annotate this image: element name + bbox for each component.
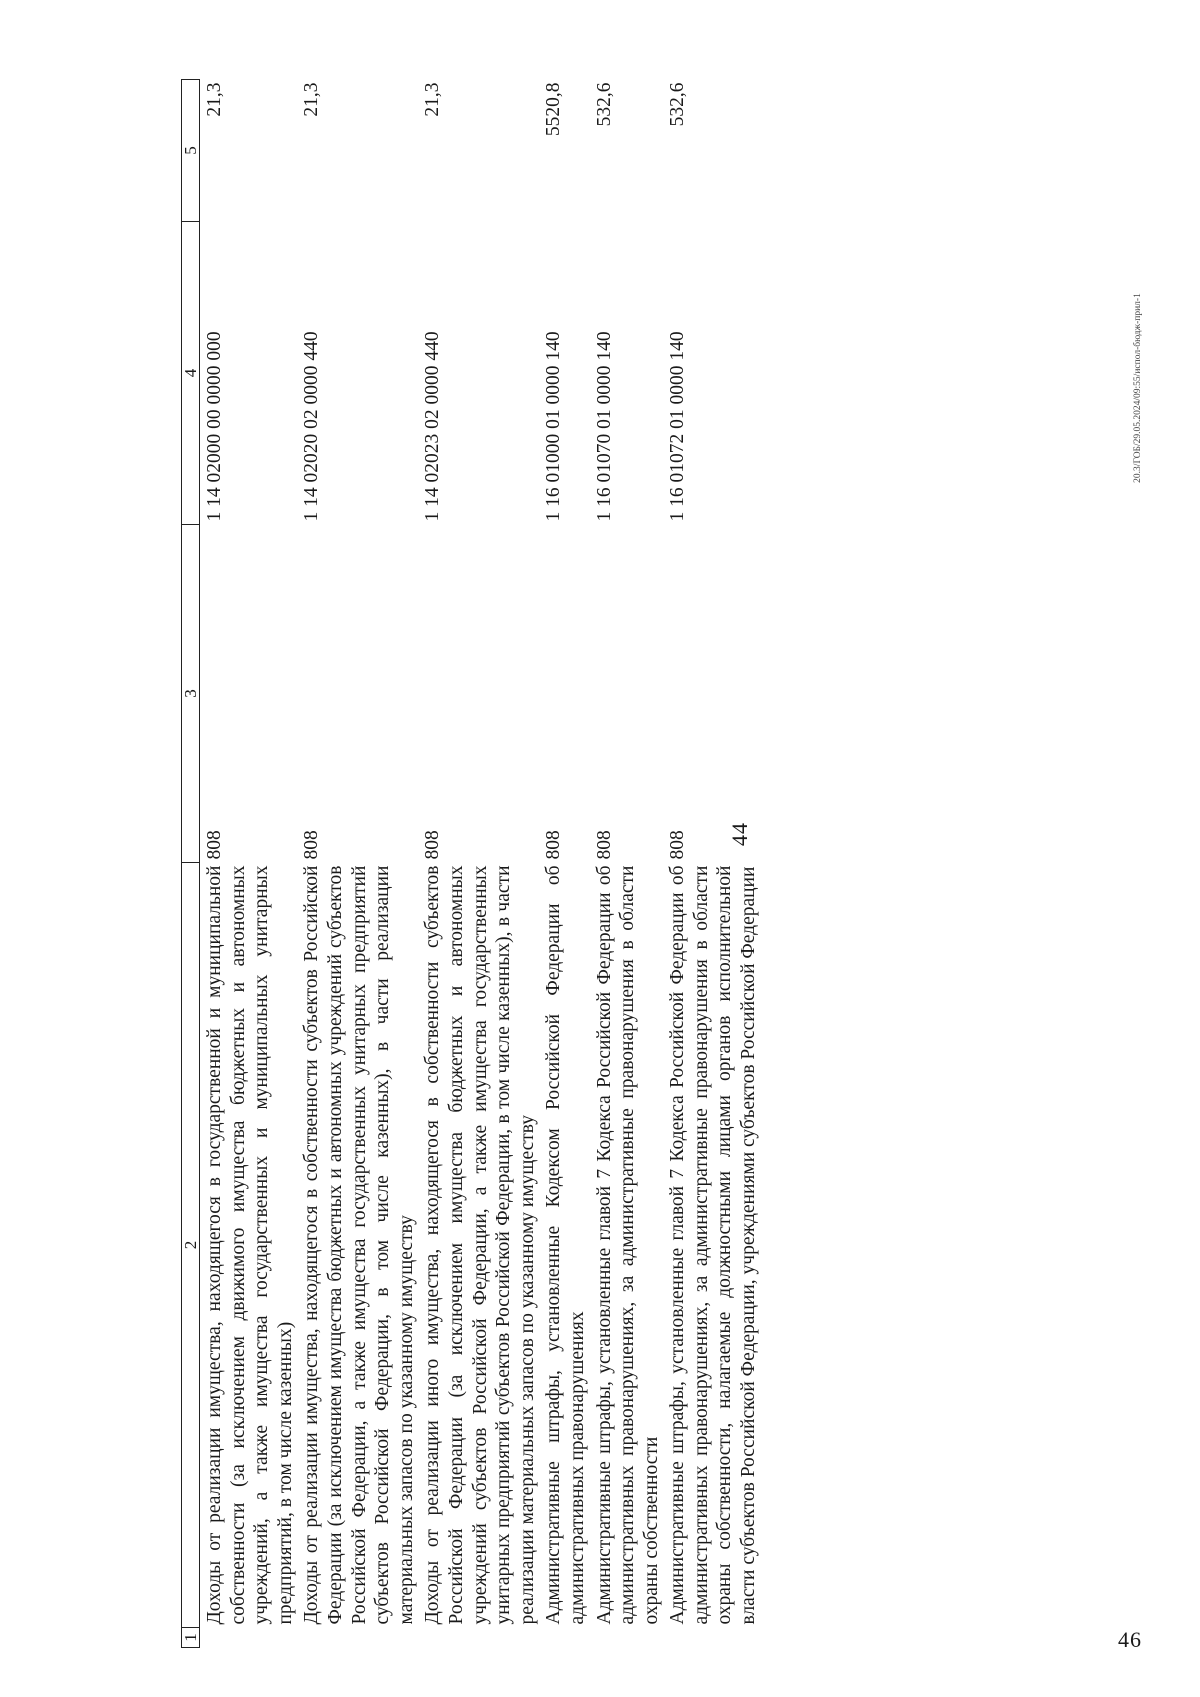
row-number-cell xyxy=(539,1628,589,1648)
amount-cell: 21,3 xyxy=(422,82,444,117)
budget-code-cell: 1 14 02000 00 0000 000 xyxy=(204,331,225,522)
amount-cell: 5520,8 xyxy=(543,82,565,137)
table-row xyxy=(663,80,760,1648)
admin-code-cell: 808 xyxy=(593,830,615,860)
budget-code-cell: 1 14 02023 02 0000 440 xyxy=(422,331,444,522)
document-footer-code: 20.3/ГОБ/29.05.2024/09:55/испол-бюдж-прил-1 xyxy=(1133,293,1143,483)
table-row xyxy=(297,80,418,1648)
admin-code-cell: 808 xyxy=(422,830,444,860)
description-cell: Доходы от реализации имущества, находящегося в государственной и муниципальной собственности (за исключением движимого имущества бюджетных и автономных учреждений, а также имущества государственных и муниципальных унитарных предприятий, в том числе казенных) xyxy=(204,865,296,1625)
admin-code-cell: 808 xyxy=(667,830,689,860)
table-row xyxy=(539,80,589,1648)
column-header-4: 4 xyxy=(182,222,200,525)
table-header-row xyxy=(182,80,200,1648)
amount-cell: 21,3 xyxy=(204,82,225,117)
table-row xyxy=(418,80,539,1648)
row-number-cell xyxy=(590,1628,664,1648)
row-number-cell xyxy=(200,1628,298,1648)
budget-code-cell: 1 16 01072 01 0000 140 xyxy=(667,331,689,522)
budget-code-cell: 1 14 02020 02 0000 440 xyxy=(301,331,323,522)
row-number-cell xyxy=(418,1628,539,1648)
description-cell: Административные штрафы, установленные Кодексом Российской Федерации об административных правонарушениях xyxy=(543,865,588,1625)
table-row xyxy=(590,80,664,1648)
description-cell: Доходы от реализации имущества, находящегося в собственности субъектов Российской Федерации (за исключением имущества бюджетных и автономных учреждений субъектов Российской Федерации, а также имущества государственных унитарных предприятий субъектов Российской Федерации, в том числе казенных), в части реализации материальных запасов по указанному имуществу xyxy=(301,865,417,1625)
column-header-3: 3 xyxy=(182,525,200,863)
description-cell: Административные штрафы, установленные главой 7 Кодекса Российской Федерации об административных правонарушениях, за административные правонарушения в области охраны собственности, налагаемые должностными лицами органов исполнительной власти субъектов Российской Федерации, учреждениями субъектов Российской Федерации xyxy=(667,865,760,1625)
column-header-5: 5 xyxy=(182,80,200,222)
admin-code-cell: 808 xyxy=(301,830,323,860)
amount-cell: 532,6 xyxy=(593,82,615,127)
description-cell: Административные штрафы, установленные главой 7 Кодекса Российской Федерации об административных правонарушениях, за административные правонарушения в области охраны собственности xyxy=(593,865,662,1625)
revenue-table-container xyxy=(181,80,961,1648)
table-row xyxy=(200,80,298,1648)
budget-code-cell: 1 16 01000 01 0000 140 xyxy=(543,331,565,522)
row-number-cell xyxy=(297,1628,418,1648)
admin-code-cell: 808 xyxy=(543,830,565,860)
page-number-bottom: 46 xyxy=(1118,1627,1142,1652)
admin-code-cell: 808 xyxy=(204,830,225,860)
column-header-2: 2 xyxy=(182,863,200,1628)
description-cell: Доходы от реализации иного имущества, находящегося в собственности субъектов Российской Федерации (за исключением имущества бюджетных и автономных учреждений субъектов Российской Федерации, а также имущества государственных унитарных предприятий субъектов Российской Федерации, в том числе казенных), в части реализации материальных запасов по указанному имуществу xyxy=(422,865,538,1625)
amount-cell: 532,6 xyxy=(667,82,689,127)
column-header-1: 1 xyxy=(182,1628,200,1648)
revenue-table xyxy=(181,79,761,1648)
budget-code-cell: 1 16 01070 01 0000 140 xyxy=(593,331,615,522)
row-number-cell xyxy=(663,1628,760,1648)
amount-cell: 21,3 xyxy=(301,82,323,117)
page-number-top: 44 xyxy=(727,822,752,846)
